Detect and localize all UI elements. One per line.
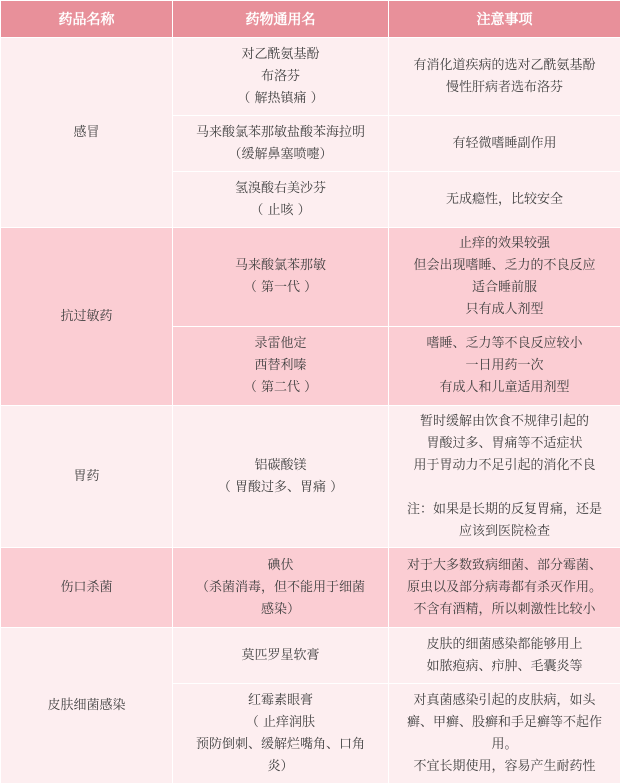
generic-name-line: 氢溴酸右美沙芬 [176, 178, 385, 200]
precaution-cell [389, 548, 620, 628]
table-row [1, 38, 620, 116]
precaution-line: 注：如果是长期的反复胃痛，还是 [393, 499, 616, 521]
precaution-line: 慢性肝病者选布洛芬 [393, 77, 616, 99]
precaution-line: 但会出现嗜睡、乏力的不良反应 [393, 255, 616, 277]
precaution-line: 不宜长期使用，容易产生耐药性 [393, 756, 616, 778]
generic-name-line: （ 止咳 ） [176, 200, 385, 222]
generic-name-line: 马来酸氯苯那敏盐酸苯海拉明 [176, 122, 385, 144]
precaution-line: 原虫以及部分病毒都有杀灭作用。 [393, 577, 616, 599]
table-row [1, 548, 620, 628]
generic-name-line: （杀菌消毒，但不能用于细菌 [176, 577, 385, 599]
precaution-line: 不含有酒精，所以刺激性比较小 [393, 599, 616, 621]
generic-name-line: 对乙酰氨基酚 [176, 44, 385, 66]
precaution-line: 皮肤的细菌感染都能够用上 [393, 634, 616, 656]
header-row [1, 1, 620, 38]
header-drug-name: 药品名称 [1, 1, 173, 38]
precaution-line: 有消化道疾病的选对乙酰氨基酚 [393, 55, 616, 77]
generic-name-cell [173, 548, 389, 628]
header-precautions: 注意事项 [389, 1, 620, 38]
generic-name-line: （ 解热镇痛 ） [176, 88, 385, 110]
precaution-line: 有成人和儿童适用剂型 [393, 377, 616, 399]
precaution-line: 嗜睡、乏力等不良反应较小 [393, 333, 616, 355]
precaution-line: 应该到医院检查 [393, 521, 616, 543]
generic-name-cell [173, 172, 389, 228]
precaution-cell [389, 116, 620, 172]
precaution-cell [389, 38, 620, 116]
generic-name-line: 碘伏 [176, 555, 385, 577]
table-row [1, 406, 620, 548]
precaution-line: 胃酸过多、胃痛等不适症状 [393, 433, 616, 455]
blank-line [393, 477, 616, 499]
precaution-line: 只有成人剂型 [393, 299, 616, 321]
category-cell: 感冒 [1, 38, 173, 228]
precaution-cell [389, 406, 620, 548]
generic-name-line: （ 止痒润肤 [176, 712, 385, 734]
table-row [1, 628, 620, 684]
generic-name-line: 莫匹罗星软膏 [176, 645, 385, 667]
generic-name-line: （ 第一代 ） [176, 277, 385, 299]
category-cell: 抗过敏药 [1, 228, 173, 406]
generic-name-cell [173, 228, 389, 327]
precaution-line: 无成瘾性，比较安全 [393, 189, 616, 211]
precaution-line: 对于大多数致病细菌、部分霉菌、 [393, 555, 616, 577]
precaution-line: 暂时缓解由饮食不规律引起的 [393, 411, 616, 433]
precaution-line: 对真菌感染引起的皮肤病，如头 [393, 690, 616, 712]
precaution-cell [389, 628, 620, 684]
generic-name-line: 感染） [176, 599, 385, 621]
generic-name-line: 布洛芬 [176, 66, 385, 88]
precaution-line: 适合睡前服 [393, 277, 616, 299]
generic-name-cell [173, 327, 389, 406]
precaution-line: 有轻微嗜睡副作用 [393, 133, 616, 155]
precaution-cell [389, 327, 620, 406]
table-body [1, 38, 620, 784]
generic-name-cell [173, 116, 389, 172]
table-row [1, 228, 620, 327]
generic-name-line: （缓解鼻塞喷嚏） [176, 144, 385, 166]
generic-name-line: 预防倒刺、缓解烂嘴角、口角 [176, 734, 385, 756]
precaution-line: 止痒的效果较强 [393, 233, 616, 255]
generic-name-line: 炎） [176, 756, 385, 778]
precaution-line: 一日用药一次 [393, 355, 616, 377]
generic-name-cell [173, 628, 389, 684]
generic-name-cell [173, 38, 389, 116]
category-cell: 伤口杀菌 [1, 548, 173, 628]
precaution-line: 用于胃动力不足引起的消化不良 [393, 455, 616, 477]
generic-name-line: 红霉素眼膏 [176, 690, 385, 712]
generic-name-cell [173, 684, 389, 784]
generic-name-cell [173, 406, 389, 548]
generic-name-line: 录雷他定 [176, 333, 385, 355]
generic-name-line: 马来酸氯苯那敏 [176, 255, 385, 277]
generic-name-line: （ 胃酸过多、胃痛 ） [176, 477, 385, 499]
precaution-line: 癣、甲癣、股癣和手足癣等不起作 [393, 712, 616, 734]
precaution-cell [389, 172, 620, 228]
generic-name-line: 铝碳酸镁 [176, 455, 385, 477]
precaution-line: 用。 [393, 734, 616, 756]
precaution-cell [389, 228, 620, 327]
category-cell: 皮肤细菌感染 [1, 628, 173, 784]
precaution-cell [389, 684, 620, 784]
generic-name-line: 西替利嗪 [176, 355, 385, 377]
header-generic-name: 药物通用名 [173, 1, 389, 38]
generic-name-line: （ 第二代 ） [176, 377, 385, 399]
precaution-line: 如脓疱病、疖肿、毛囊炎等 [393, 656, 616, 678]
category-cell: 胃药 [1, 406, 173, 548]
